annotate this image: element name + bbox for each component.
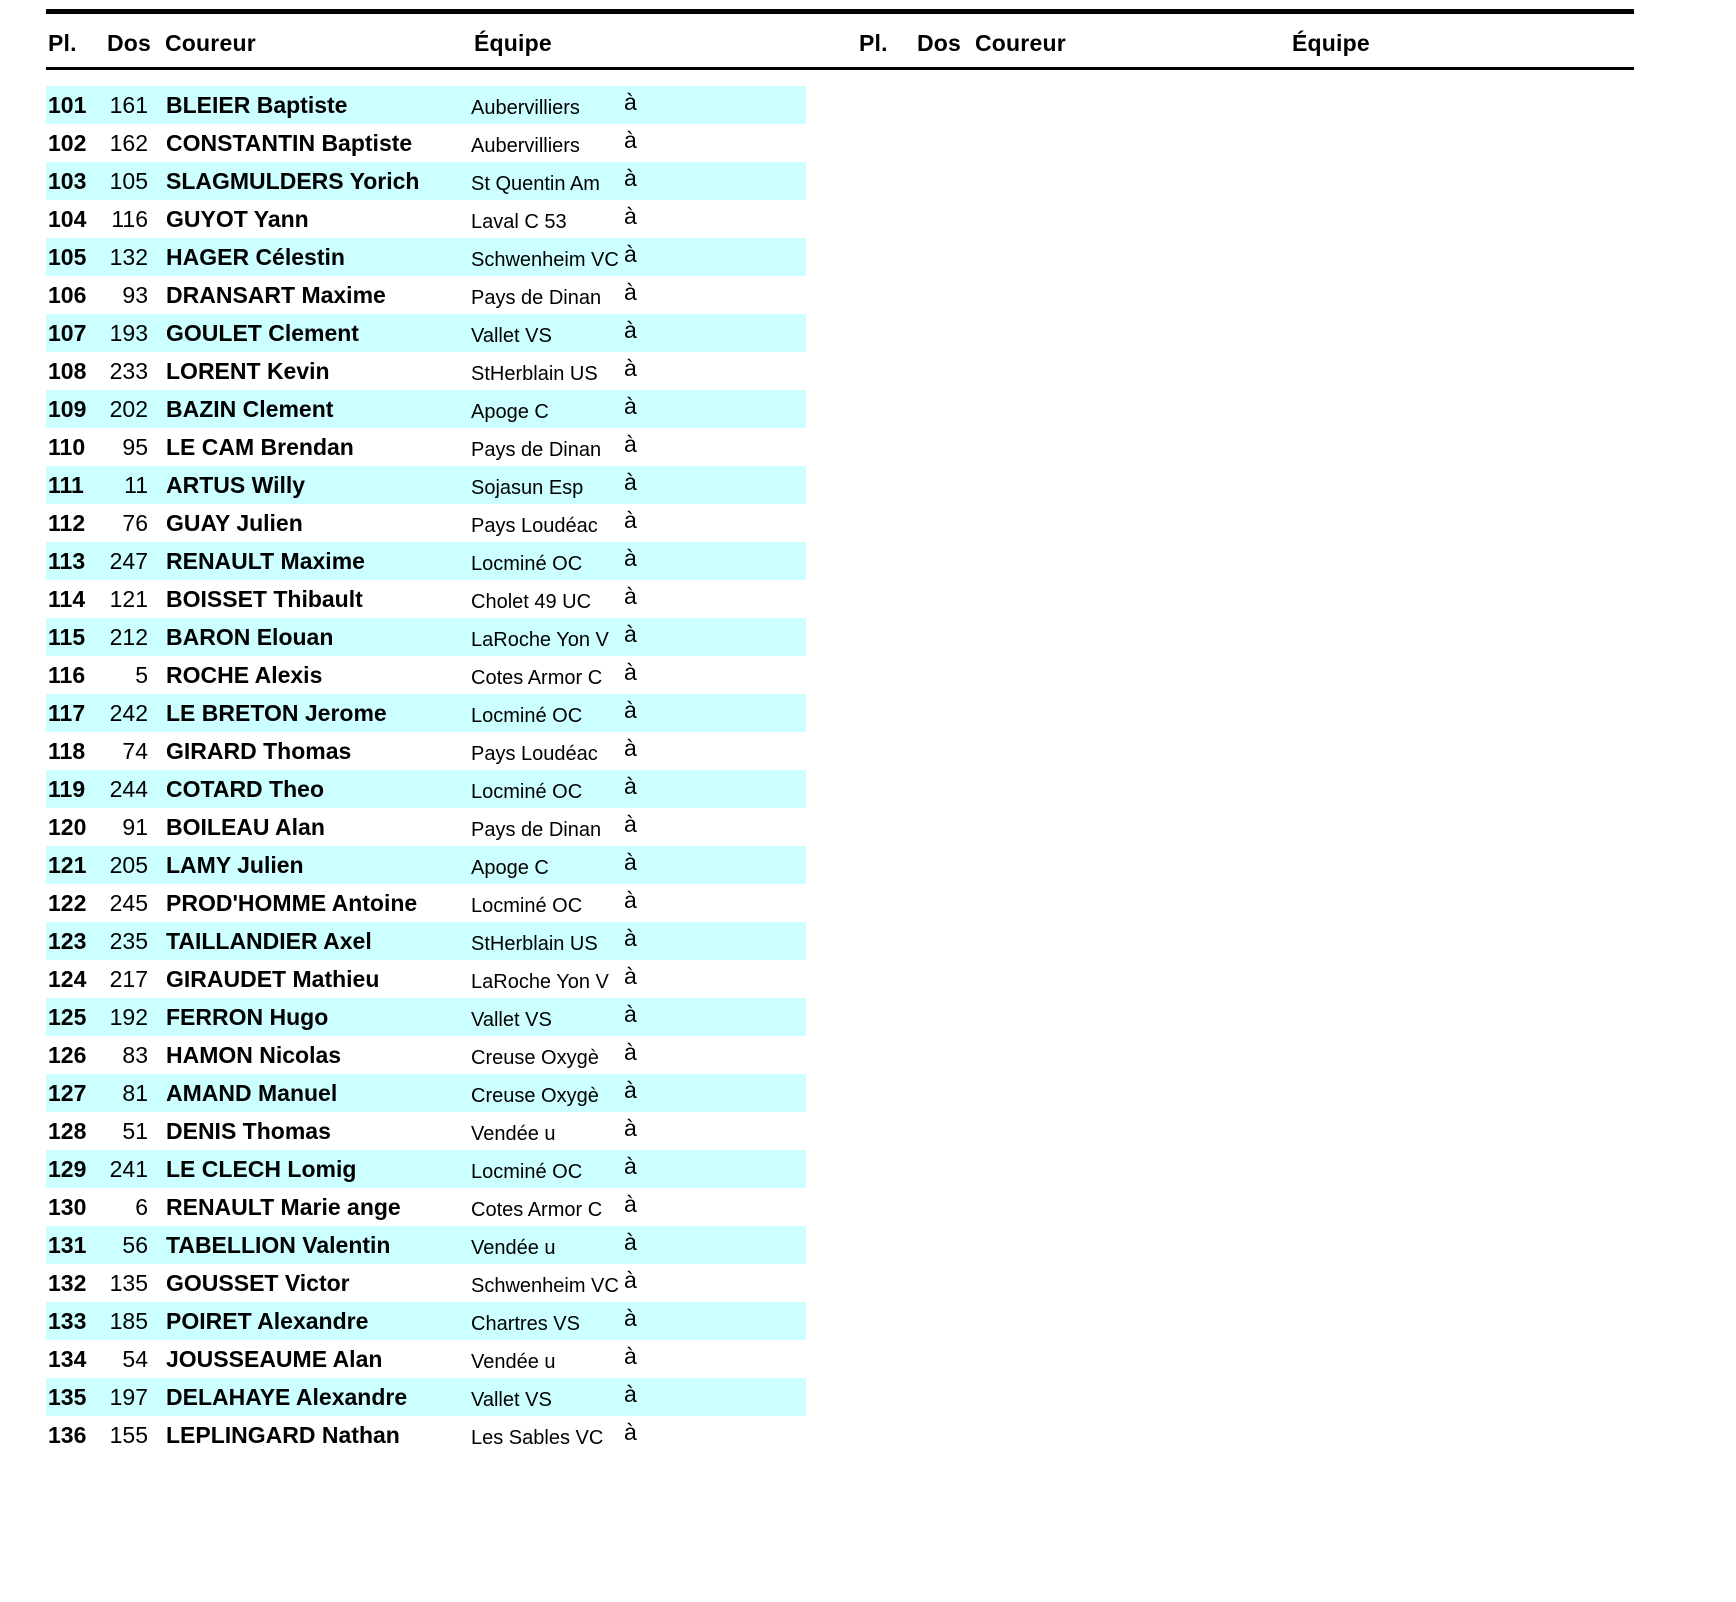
- table-row: [46, 1416, 806, 1454]
- place-cell: 107: [48, 320, 87, 346]
- rider-name-cell: TAILLANDIER Axel: [166, 928, 372, 954]
- top-rule: [46, 9, 1634, 14]
- bib-cell: 235: [109, 928, 148, 954]
- gap-cell: à: [624, 127, 637, 153]
- gap-cell: à: [624, 317, 637, 343]
- team-cell: Pays Loudéac: [471, 743, 598, 765]
- gap-cell: à: [624, 1077, 637, 1103]
- gap-cell: à: [624, 165, 637, 191]
- place-cell: 130: [48, 1194, 87, 1220]
- team-cell: Pays de Dinan: [471, 819, 602, 841]
- header-equipe-right: Équipe: [1292, 30, 1370, 56]
- rider-name-cell: GUYOT Yann: [166, 206, 309, 232]
- place-cell: 136: [48, 1422, 87, 1448]
- rider-name-cell: GOUSSET Victor: [166, 1270, 350, 1296]
- place-cell: 104: [48, 206, 87, 232]
- bib-cell: 212: [109, 624, 148, 650]
- place-cell: 113: [48, 548, 86, 574]
- table-row: [46, 998, 806, 1036]
- gap-cell: à: [624, 355, 637, 381]
- place-cell: 109: [48, 396, 87, 422]
- table-row: [46, 238, 806, 276]
- gap-cell: à: [624, 241, 637, 267]
- rider-name-cell: GIRAUDET Mathieu: [166, 966, 380, 992]
- table-row: [46, 1036, 806, 1074]
- rider-name-cell: BLEIER Baptiste: [166, 92, 348, 118]
- gap-cell: à: [624, 1267, 637, 1293]
- header-coureur-left: Coureur: [165, 30, 256, 56]
- place-cell: 131: [48, 1232, 87, 1258]
- place-cell: 121: [48, 852, 87, 878]
- table-row: [46, 1302, 806, 1340]
- bib-cell: 74: [122, 738, 148, 764]
- team-cell: Pays de Dinan: [471, 439, 602, 461]
- bib-cell: 132: [109, 244, 148, 270]
- rider-name-cell: LAMY Julien: [166, 852, 304, 878]
- bib-cell: 185: [109, 1308, 148, 1334]
- rider-name-cell: HAGER Célestin: [166, 244, 345, 270]
- team-cell: Vendée u: [471, 1237, 556, 1259]
- rider-name-cell: POIRET Alexandre: [166, 1308, 369, 1334]
- rider-name-cell: BARON Elouan: [166, 624, 334, 650]
- place-cell: 134: [48, 1346, 87, 1372]
- place-cell: 117: [48, 700, 86, 726]
- team-cell: Pays de Dinan: [471, 287, 602, 309]
- table-row: [46, 542, 806, 580]
- bib-cell: 121: [109, 586, 148, 612]
- rider-name-cell: JOUSSEAUME Alan: [166, 1346, 383, 1372]
- bib-cell: 83: [122, 1042, 148, 1068]
- place-cell: 123: [48, 928, 87, 954]
- table-row: [46, 1150, 806, 1188]
- bib-cell: 135: [109, 1270, 148, 1296]
- team-cell: Locminé OC: [471, 1161, 583, 1183]
- gap-cell: à: [624, 1229, 637, 1255]
- team-cell: Locminé OC: [471, 705, 583, 727]
- gap-cell: à: [624, 89, 637, 115]
- rider-name-cell: CONSTANTIN Baptiste: [166, 130, 413, 156]
- place-cell: 106: [48, 282, 87, 308]
- bib-cell: 245: [109, 890, 148, 916]
- rider-name-cell: LEPLINGARD Nathan: [166, 1422, 400, 1448]
- team-cell: Locminé OC: [471, 781, 583, 803]
- team-cell: Aubervilliers: [471, 135, 580, 157]
- bib-cell: 51: [122, 1118, 148, 1144]
- gap-cell: à: [624, 697, 637, 723]
- team-cell: Laval C 53: [471, 211, 567, 233]
- place-cell: 126: [48, 1042, 87, 1068]
- gap-cell: à: [624, 1419, 637, 1445]
- place-cell: 103: [48, 168, 87, 194]
- place-cell: 114: [48, 586, 86, 612]
- place-cell: 127: [48, 1080, 87, 1106]
- bib-cell: 81: [122, 1080, 148, 1106]
- place-cell: 124: [48, 966, 87, 992]
- gap-cell: à: [624, 545, 637, 571]
- bib-cell: 5: [135, 662, 148, 688]
- team-cell: StHerblain US: [471, 363, 598, 385]
- table-row: [46, 200, 806, 238]
- team-cell: Chartres VS: [471, 1313, 580, 1335]
- rider-name-cell: RENAULT Maxime: [166, 548, 365, 574]
- table-row: [46, 466, 806, 504]
- table-row: [46, 808, 806, 846]
- team-cell: Locminé OC: [471, 895, 583, 917]
- rider-name-cell: FERRON Hugo: [166, 1004, 329, 1030]
- table-row: [46, 656, 806, 694]
- bib-cell: 6: [135, 1194, 148, 1220]
- team-cell: StHerblain US: [471, 933, 598, 955]
- team-cell: Vallet VS: [471, 325, 552, 347]
- rider-name-cell: BOILEAU Alan: [166, 814, 325, 840]
- table-row: [46, 922, 806, 960]
- table-row: [46, 1074, 806, 1112]
- gap-cell: à: [624, 1039, 637, 1065]
- place-cell: 115: [48, 624, 86, 650]
- table-row: [46, 960, 806, 998]
- gap-cell: à: [624, 887, 637, 913]
- bib-cell: 116: [111, 206, 148, 232]
- team-cell: Aubervilliers: [471, 97, 580, 119]
- gap-cell: à: [624, 1381, 637, 1407]
- bib-cell: 93: [122, 282, 148, 308]
- bib-cell: 105: [109, 168, 148, 194]
- rider-name-cell: HAMON Nicolas: [166, 1042, 342, 1068]
- table-row: [46, 162, 806, 200]
- bib-cell: 242: [109, 700, 148, 726]
- table-row: [46, 1226, 806, 1264]
- team-cell: Vendée u: [471, 1351, 556, 1373]
- bib-cell: 193: [109, 320, 148, 346]
- team-cell: Cotes Armor C: [471, 667, 603, 689]
- header-dos-left: Dos: [107, 30, 152, 56]
- gap-cell: à: [624, 1115, 637, 1141]
- table-row: [46, 276, 806, 314]
- team-cell: LaRoche Yon V: [471, 971, 609, 993]
- team-cell: Vallet VS: [471, 1389, 552, 1411]
- table-row: [46, 1188, 806, 1226]
- team-cell: St Quentin Am: [471, 173, 600, 195]
- bib-cell: 241: [109, 1156, 148, 1182]
- table-row: [46, 618, 806, 656]
- header-pl-right: Pl.: [859, 30, 888, 56]
- bib-cell: 205: [109, 852, 148, 878]
- place-cell: 108: [48, 358, 87, 384]
- table-row: [46, 390, 806, 428]
- place-cell: 116: [48, 662, 86, 688]
- team-cell: Locminé OC: [471, 553, 583, 575]
- team-cell: Sojasun Esp: [471, 477, 584, 499]
- rider-name-cell: LORENT Kevin: [166, 358, 330, 384]
- bib-cell: 197: [109, 1384, 148, 1410]
- gap-cell: à: [624, 773, 637, 799]
- place-cell: 119: [48, 776, 86, 802]
- table-row: [46, 1340, 806, 1378]
- place-cell: 125: [48, 1004, 87, 1030]
- header-dos-right: Dos: [917, 30, 962, 56]
- header-equipe-left: Équipe: [474, 30, 552, 56]
- rider-name-cell: LE BRETON Jerome: [166, 700, 387, 726]
- gap-cell: à: [624, 1001, 637, 1027]
- rider-name-cell: GOULET Clement: [166, 320, 359, 346]
- place-cell: 135: [48, 1384, 87, 1410]
- place-cell: 110: [48, 434, 86, 460]
- bib-cell: 162: [109, 130, 148, 156]
- gap-cell: à: [624, 469, 637, 495]
- place-cell: 132: [48, 1270, 87, 1296]
- rider-name-cell: PROD'HOMME Antoine: [166, 890, 418, 916]
- team-cell: Pays Loudéac: [471, 515, 598, 537]
- table-row: [46, 1264, 806, 1302]
- place-cell: 128: [48, 1118, 87, 1144]
- rider-name-cell: SLAGMULDERS Yorich: [166, 168, 420, 194]
- rider-name-cell: LE CAM Brendan: [166, 434, 354, 460]
- bib-cell: 244: [109, 776, 148, 802]
- rider-name-cell: BAZIN Clement: [166, 396, 334, 422]
- table-row: [46, 86, 806, 124]
- table-row: [46, 124, 806, 162]
- rider-name-cell: GIRARD Thomas: [166, 738, 352, 764]
- rider-name-cell: ARTUS Willy: [166, 472, 306, 498]
- header-rule: [46, 67, 1634, 70]
- table-row: [46, 1378, 806, 1416]
- rider-name-cell: ROCHE Alexis: [166, 662, 323, 688]
- table-row: [46, 732, 806, 770]
- table-row: [46, 314, 806, 352]
- rider-name-cell: DRANSART Maxime: [166, 282, 386, 308]
- rider-name-cell: COTARD Theo: [166, 776, 325, 802]
- bib-cell: 11: [124, 472, 148, 498]
- place-cell: 102: [48, 130, 87, 156]
- results-table: [46, 86, 806, 1454]
- table-row: [46, 846, 806, 884]
- bib-cell: 155: [109, 1422, 148, 1448]
- team-cell: Creuse Oxygè: [471, 1085, 599, 1107]
- team-cell: Vendée u: [471, 1123, 556, 1145]
- bib-cell: 95: [122, 434, 148, 460]
- table-row: [46, 580, 806, 618]
- team-cell: Creuse Oxygè: [471, 1047, 599, 1069]
- header-pl-left: Pl.: [48, 30, 77, 56]
- bib-cell: 161: [109, 92, 148, 118]
- team-cell: Apoge C: [471, 857, 549, 879]
- team-cell: Vallet VS: [471, 1009, 552, 1031]
- bib-cell: 54: [122, 1346, 148, 1372]
- rider-name-cell: DENIS Thomas: [166, 1118, 331, 1144]
- gap-cell: à: [624, 1343, 637, 1369]
- gap-cell: à: [624, 1305, 637, 1331]
- table-row: [46, 1112, 806, 1150]
- rider-name-cell: GUAY Julien: [166, 510, 303, 536]
- place-cell: 101: [48, 92, 87, 118]
- gap-cell: à: [624, 811, 637, 837]
- table-row: [46, 428, 806, 466]
- gap-cell: à: [624, 849, 637, 875]
- bib-cell: 247: [109, 548, 148, 574]
- place-cell: 129: [48, 1156, 87, 1182]
- gap-cell: à: [624, 659, 637, 685]
- gap-cell: à: [624, 279, 637, 305]
- team-cell: Cholet 49 UC: [471, 591, 592, 613]
- gap-cell: à: [624, 431, 637, 457]
- table-row: [46, 884, 806, 922]
- rider-name-cell: AMAND Manuel: [166, 1080, 338, 1106]
- rider-name-cell: DELAHAYE Alexandre: [166, 1384, 408, 1410]
- bib-cell: 76: [122, 510, 148, 536]
- bib-cell: 192: [109, 1004, 148, 1030]
- bib-cell: 91: [122, 814, 148, 840]
- team-cell: Cotes Armor C: [471, 1199, 603, 1221]
- gap-cell: à: [624, 583, 637, 609]
- place-cell: 120: [48, 814, 87, 840]
- place-cell: 111: [48, 472, 84, 498]
- team-cell: Schwenheim VC: [471, 1275, 619, 1297]
- rider-name-cell: RENAULT Marie ange: [166, 1194, 401, 1220]
- team-cell: LaRoche Yon V: [471, 629, 609, 651]
- table-row: [46, 352, 806, 390]
- bib-cell: 202: [109, 396, 148, 422]
- team-cell: Les Sables VC: [471, 1427, 604, 1449]
- gap-cell: à: [624, 203, 637, 229]
- team-cell: Schwenheim VC: [471, 249, 619, 271]
- rider-name-cell: LE CLECH Lomig: [166, 1156, 357, 1182]
- gap-cell: à: [624, 1153, 637, 1179]
- place-cell: 112: [48, 510, 86, 536]
- place-cell: 105: [48, 244, 87, 270]
- place-cell: 118: [48, 738, 86, 764]
- bib-cell: 233: [109, 358, 148, 384]
- place-cell: 133: [48, 1308, 87, 1334]
- gap-cell: à: [624, 621, 637, 647]
- bib-cell: 217: [109, 966, 148, 992]
- table-row: [46, 504, 806, 542]
- place-cell: 122: [48, 890, 87, 916]
- gap-cell: à: [624, 393, 637, 419]
- gap-cell: à: [624, 925, 637, 951]
- rider-name-cell: TABELLION Valentin: [166, 1232, 391, 1258]
- header-coureur-right: Coureur: [975, 30, 1066, 56]
- gap-cell: à: [624, 1191, 637, 1217]
- gap-cell: à: [624, 735, 637, 761]
- gap-cell: à: [624, 507, 637, 533]
- rider-name-cell: BOISSET Thibault: [166, 586, 363, 612]
- bib-cell: 56: [122, 1232, 148, 1258]
- gap-cell: à: [624, 963, 637, 989]
- table-row: [46, 694, 806, 732]
- table-row: [46, 770, 806, 808]
- team-cell: Apoge C: [471, 401, 549, 423]
